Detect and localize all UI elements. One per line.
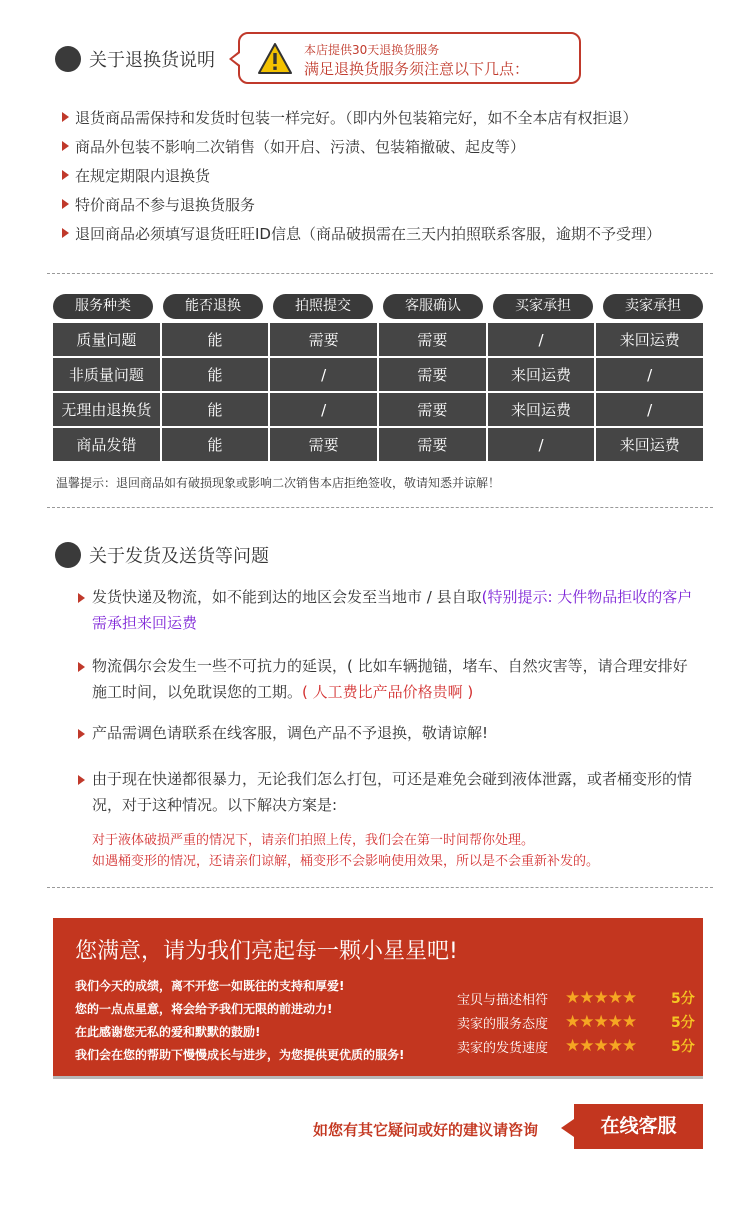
table-header-cell: 客服确认 (383, 294, 483, 319)
notice-line-2: 满足退换货服务须注意以下几点： (304, 60, 530, 78)
bullet-circle-icon (55, 46, 81, 72)
shipping-item-2: 物流偶尔会发生一些不可抗力的延误，( 比如车辆抛锚，堵车、自然灾害等，请合理安排好施工时间，以免耽误您的工期。( 人工费比产品价格贵啊 ) (78, 653, 698, 705)
dashed-divider (47, 273, 713, 274)
table-header-cell: 拍照提交 (273, 294, 373, 319)
rating-label: 卖家的发货速度 (457, 1040, 549, 1056)
table-cell: 来回运费 (596, 428, 703, 461)
banner-line: 您的一点点星意，将会给予我们无限的前进动力! (75, 1002, 333, 1016)
rating-row (457, 1036, 695, 1056)
table-cell: 需要 (379, 393, 488, 426)
table-row (53, 428, 703, 461)
shipping-item-4: 由于现在快递都很暴力，无论我们怎么打包，可还是难免会碰到液体泄露，或者桶变形的情况，对于这种情况。以下解决方案是: (78, 766, 698, 818)
table-cell: 需要 (379, 428, 488, 461)
table-cell: 能 (162, 428, 271, 461)
table-cell: / (596, 393, 703, 426)
returns-section-title: 关于退换货说明 (89, 50, 215, 71)
banner-line: 我们会在您的帮助下慢慢成长与进步，为您提供更优质的服务! (75, 1048, 405, 1062)
shipping-item-1: 发货快递及物流，如不能到达的地区会发至当地市 / 县自取(特别提示: 大件物品拒收的客户需承担来回运费 (78, 584, 698, 636)
triangle-bullet-icon (78, 729, 85, 739)
banner-title: 您满意，请为我们亮起每一颗小星星吧! (75, 939, 458, 964)
list-item: 退回商品必须填写退货旺旺ID信息（商品破损需在三天内拍照联系客服，逾期不予受理） (62, 220, 661, 249)
online-service-button[interactable]: 在线客服 (574, 1104, 703, 1149)
triangle-bullet-icon (62, 141, 69, 151)
list-item: 在规定期限内退换货 (62, 162, 661, 191)
table-header-cell: 能否退换 (163, 294, 263, 319)
dashed-divider (47, 507, 713, 508)
triangle-bullet-icon (78, 593, 85, 603)
table-cell: 质量问题 (53, 323, 162, 356)
table-cell: 能 (162, 358, 271, 391)
table-cell: / (270, 358, 379, 391)
rating-score: 5分 (671, 991, 695, 1007)
returns-notice-callout (238, 32, 581, 84)
labor-cost-note: ( 人工费比产品价格贵啊 ) (302, 683, 474, 701)
table-cell: 需要 (379, 323, 488, 356)
returns-section-header (55, 46, 215, 72)
rating-row (457, 1012, 695, 1032)
banner-line: 在此感谢您无私的爱和默默的鼓励! (75, 1025, 261, 1039)
star-rating-icon: ★★★★★ (565, 1036, 637, 1056)
rating-label: 宝贝与描述相符 (457, 992, 549, 1008)
table-header-cell: 买家承担 (493, 294, 593, 319)
arrow-left-icon (561, 1119, 574, 1137)
table-cell: / (488, 323, 597, 356)
list-item: 商品外包装不影响二次销售（如开启、污渍、包装箱撤破、起皮等） (62, 133, 661, 162)
rating-score: 5分 (671, 1039, 695, 1055)
table-cell: 需要 (270, 323, 379, 356)
list-item: 退货商品需保持和发货时包装一样完好。（即内外包装箱完好，如不全本店有权拒退） (62, 104, 661, 133)
table-cell: 非质量问题 (53, 358, 162, 391)
table-cell: 来回运费 (488, 393, 597, 426)
shipping-section-header (55, 542, 269, 568)
notice-line-1: 本店提供30天退换货服务 (304, 43, 440, 57)
table-cell: / (596, 358, 703, 391)
solution-line-2: 如遇桶变形的情况，还请亲们谅解，桶变形不会影响使用效果，所以是不会重新补发的。 (92, 854, 600, 869)
warning-icon (258, 42, 292, 76)
table-cell: / (488, 428, 597, 461)
dashed-divider (47, 887, 713, 888)
triangle-bullet-icon (78, 662, 85, 672)
rating-score: 5分 (671, 1015, 695, 1031)
rating-row (457, 988, 695, 1008)
triangle-bullet-icon (62, 199, 69, 209)
large-item-notice: (特别提示: 大件物品拒收的客户需承担来回运费 (92, 588, 693, 632)
bullet-circle-icon (55, 542, 81, 568)
table-cell: 能 (162, 393, 271, 426)
table-header-cell: 卖家承担 (603, 294, 703, 319)
table-tip: 温馨提示：退回商品如有破损现象或影响二次销售本店拒绝签收，敬请知悉并谅解！ (56, 476, 501, 490)
table-row (53, 393, 703, 426)
service-table (53, 323, 703, 463)
table-cell: 来回运费 (596, 323, 703, 356)
banner-line: 我们今天的成绩，离不开您一如既往的支持和厚爱! (75, 979, 345, 993)
table-cell: 无理由退换货 (53, 393, 162, 426)
triangle-bullet-icon (78, 775, 85, 785)
returns-rules-list (62, 104, 661, 249)
star-rating-icon: ★★★★★ (565, 1012, 637, 1032)
table-cell: 需要 (379, 358, 488, 391)
triangle-bullet-icon (62, 228, 69, 238)
triangle-bullet-icon (62, 112, 69, 122)
rating-banner (53, 918, 703, 1076)
rating-label: 卖家的服务态度 (457, 1016, 549, 1032)
shipping-item-3: 产品需调色请联系在线客服，调色产品不予退换，敬请谅解! (78, 720, 698, 746)
solution-line-1: 对于液体破损严重的情况下，请亲们拍照上传，我们会在第一时间帮你处理。 (92, 833, 535, 848)
list-item: 特价商品不参与退换货服务 (62, 191, 661, 220)
table-cell: 需要 (270, 428, 379, 461)
table-cell: 商品发错 (53, 428, 162, 461)
shipping-section-title: 关于发货及送货等问题 (89, 546, 269, 567)
star-rating-icon: ★★★★★ (565, 988, 637, 1008)
table-cell: 能 (162, 323, 271, 356)
triangle-bullet-icon (62, 170, 69, 180)
banner-shadow (53, 1076, 703, 1079)
table-header-cell: 服务种类 (53, 294, 153, 319)
table-row (53, 358, 703, 391)
table-cell: 来回运费 (488, 358, 597, 391)
table-cell: / (270, 393, 379, 426)
table-row (53, 323, 703, 356)
service-table-header (53, 294, 703, 319)
contact-prompt: 如您有其它疑问或好的建议请咨询 (313, 1121, 539, 1139)
